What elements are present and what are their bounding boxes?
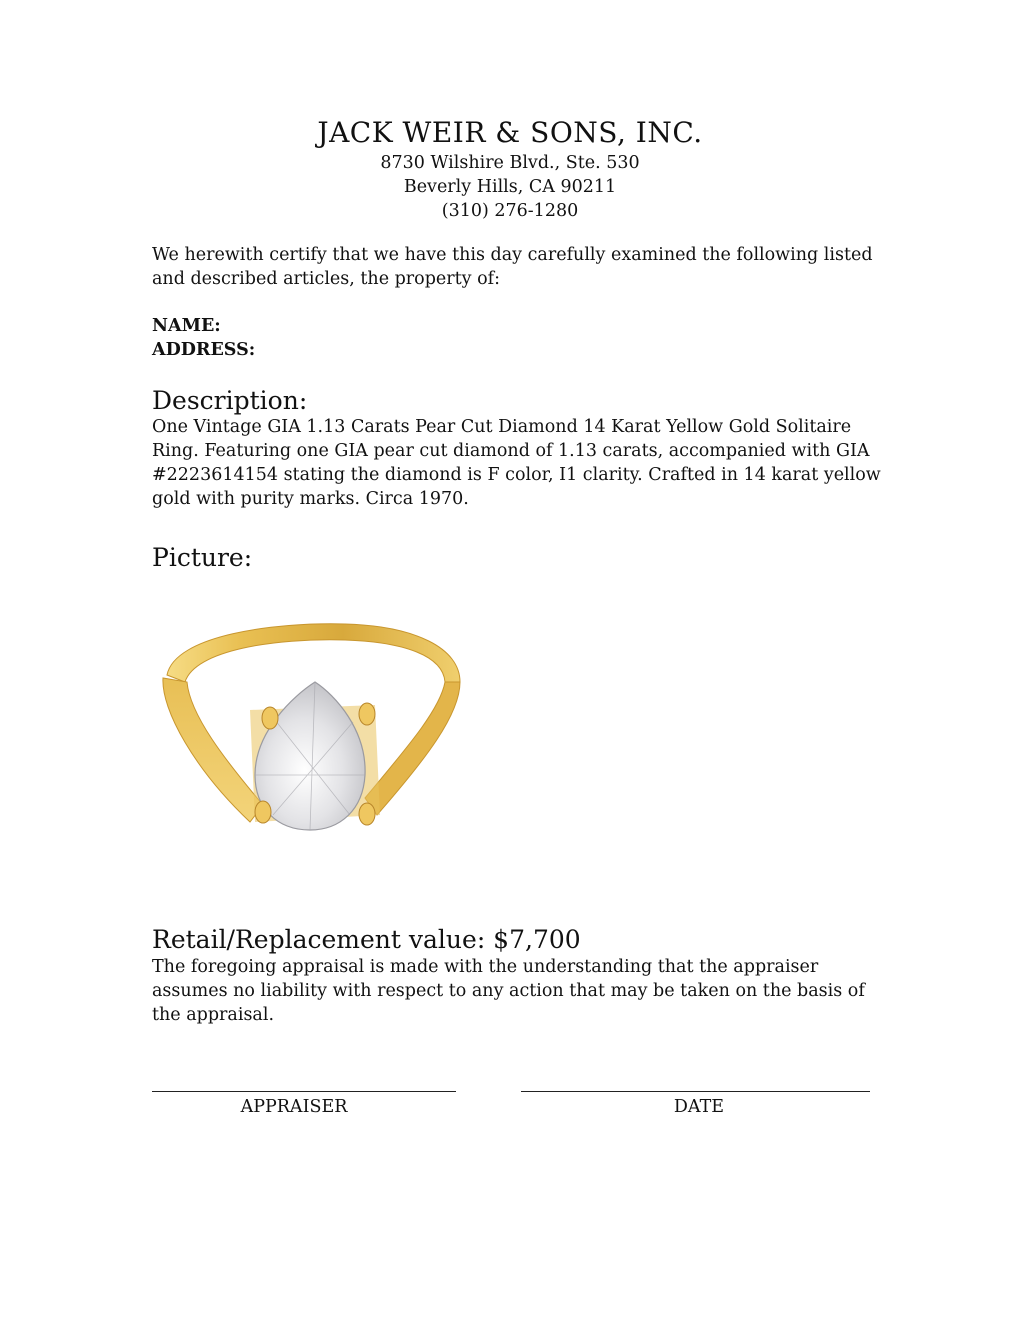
ring-shank-right (365, 682, 460, 815)
company-city-state-zip: Beverly Hills, CA 90211 (403, 177, 617, 197)
prong-bottom-left (255, 801, 271, 823)
company-phone: (310) 276-1280 (441, 201, 579, 221)
retail-value-heading: Retail/Replacement value: $7,700 (152, 925, 581, 954)
prong-top-left (262, 707, 278, 729)
letterhead (0, 115, 1020, 223)
picture-heading: Picture: (152, 543, 253, 572)
appraiser-label: APPRAISER (240, 1097, 348, 1117)
certification-statement: We herewith certify that we have this day carefully examined the following listed and described articles, the property of: (152, 245, 873, 289)
pear-diamond (255, 682, 365, 830)
company-street-address: 8730 Wilshire Blvd., Ste. 530 (380, 153, 640, 173)
prong-top-right (359, 703, 375, 725)
ring-photo (155, 600, 470, 840)
ring-shank-left (163, 678, 263, 822)
name-label: NAME: (152, 316, 221, 336)
date-signature-line (521, 1091, 870, 1092)
date-label: DATE (673, 1097, 725, 1117)
address-label: ADDRESS: (152, 340, 256, 360)
prong-bottom-right (359, 803, 375, 825)
owner-fields (152, 314, 882, 362)
description-heading: Description: (152, 386, 308, 415)
company-name: JACK WEIR & SONS, INC. (317, 116, 703, 149)
ring-band-back (167, 624, 460, 682)
appraiser-signature-line (152, 1091, 456, 1092)
liability-disclaimer: The foregoing appraisal is made with the understanding that the appraiser assumes no liability with respect to any action that may be taken on the basis of the appraisal. (152, 957, 865, 1025)
description-text: One Vintage GIA 1.13 Carats Pear Cut Diamond 14 Karat Yellow Gold Solitaire Ring. Featuring one GIA pear cut diamond of 1.13 carats, accompanied with GIA #2223614154 stating the diamond is F color, I1 clarity. Crafted in 14 karat yellow gold with purity marks. Circa 1970. (152, 417, 881, 509)
